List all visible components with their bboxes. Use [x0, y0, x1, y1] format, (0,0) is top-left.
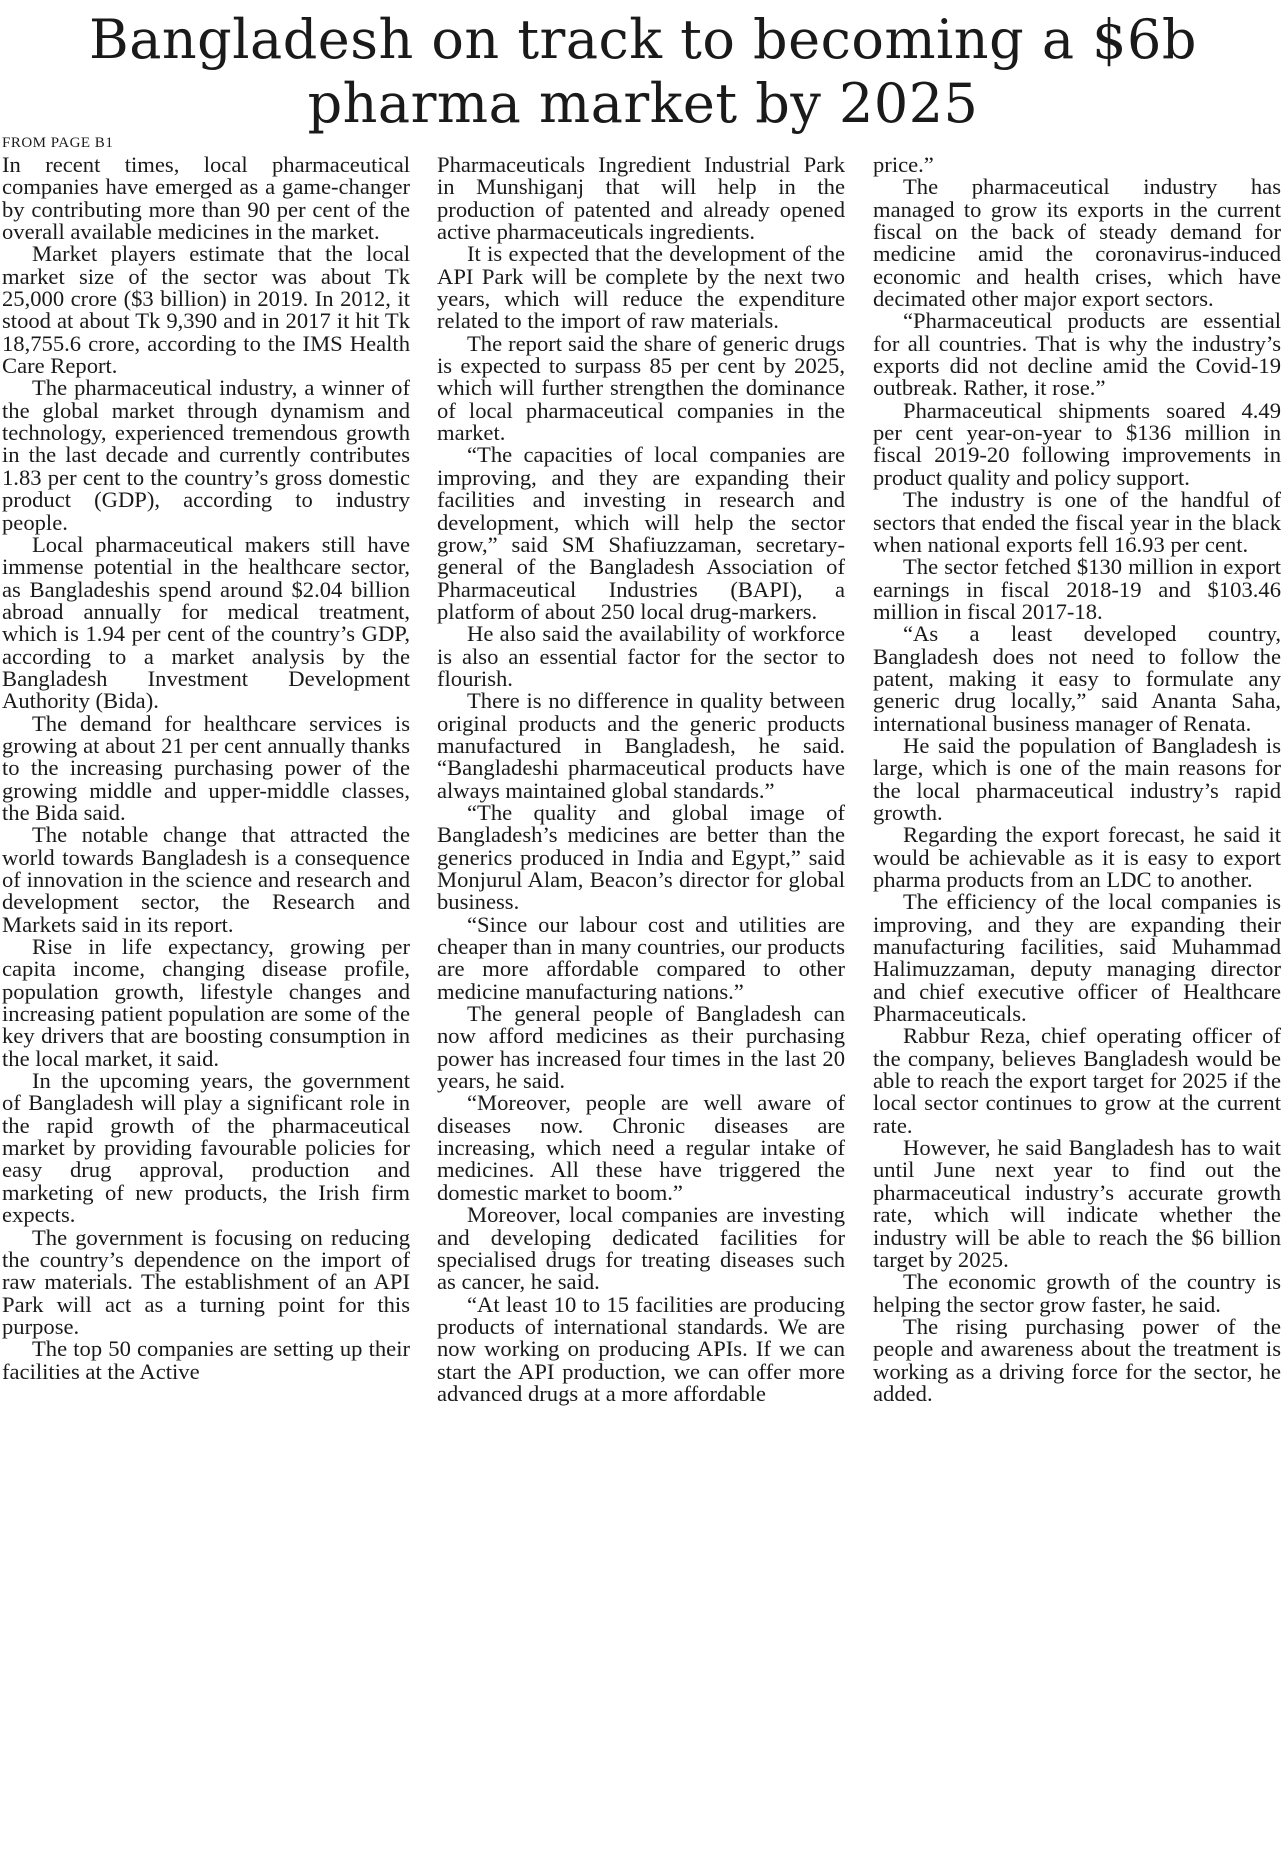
paragraph: Rise in life expectancy, growing per capita income, changing disease profile, population growth, lifestyle changes and increasing patient population are some of the key drivers that are boosting consumption in the local market, it said. — [2, 934, 410, 1071]
paragraph: He said the population of Bangladesh is large, which is one of the main reasons for the local pharmaceutical industry’s rapid growth. — [873, 732, 1281, 825]
paragraph: However, he said Bangladesh has to wait until June next year to find out the pharmaceutical industry’s accurate growth rate, which will indicate whether the industry will be able to reach the $6 billion target by 2025. — [873, 1135, 1281, 1272]
article-column-3 — [873, 154, 1281, 1405]
paragraph: The industry is one of the handful of sectors that ended the fiscal year in the black when national exports fell 16.93 per cent. — [873, 487, 1281, 557]
paragraph: “Moreover, people are well aware of diseases now. Chronic diseases are increasing, which need a regular intake of medicines. All these have triggered the domestic market to boom.” — [437, 1090, 845, 1205]
paragraph: “The quality and global image of Bangladesh’s medicines are better than the generics produced in India and Egypt,” said Monjurul Alam, Beacon’s director for global business. — [437, 799, 845, 915]
paragraph: Market players estimate that the local market size of the sector was about Tk 25,000 crore ($3 billion) in 2019. In 2012, it stood at about Tk 9,390 and in 2017 it hit Tk 18,755.6 crore, according to the IMS Health Care Report. — [2, 241, 410, 379]
paragraph: The top 50 companies are setting up their facilities at the Active — [2, 1336, 410, 1384]
paragraph: Regarding the export forecast, he said it would be achievable as it is easy to export pharma products from an LDC to another. — [873, 822, 1281, 892]
paragraph: The rising purchasing power of the people and awareness about the treatment is working as a driving force for the sector, he added. — [873, 1313, 1281, 1406]
paragraph: The demand for healthcare services is growing at about 21 per cent annually thanks to the increasing purchasing power of the growing middle and upper-middle classes, the Bida said. — [2, 710, 410, 825]
paragraph: The economic growth of the country is helping the sector grow faster, he said. — [873, 1269, 1281, 1317]
paragraph: “The capacities of local companies are improving, and they are expanding their facilities and investing in research and development, which will help the sector grow,” said SM Shafiuzzaman, secretary-general of the Bangladesh Association of Pharmaceutical Industries (BAPI), a platform of about 250 local drug-markers. — [437, 442, 845, 624]
article-column-2 — [437, 154, 845, 1405]
paragraph: Pharmaceuticals Ingredient Industrial Park in Munshiganj that will help in the production of patented and already opened active pharmaceuticals ingredients. — [437, 152, 845, 245]
paragraph: In the upcoming years, the government of Bangladesh will play a significant role in the rapid growth of the pharmaceutical market by providing favourable policies for easy drug approval, production and marketing of new products, the Irish firm expects. — [2, 1068, 410, 1228]
paragraph: “As a least developed country, Bangladesh does not need to follow the patent, making it easy to formulate any generic drug locally,” said Ananta Saha, international business manager of Renata. — [873, 621, 1281, 736]
paragraph: The report said the share of generic drugs is expected to surpass 85 per cent by 2025, which will further strengthen the dominance of local pharmaceutical companies in the market. — [437, 330, 845, 446]
paragraph: He also said the availability of workforce is also an essential factor for the sector to flourish. — [437, 621, 845, 691]
paragraph: The efficiency of the local companies is improving, and they are expanding their manufacturing facilities, said Muhammad Halimuzzaman, deputy managing director and chief executive officer of Healthcare Pharmaceuticals. — [873, 889, 1281, 1027]
paragraph: The government is focusing on reducing the country’s dependence on the import of raw materials. The establishment of an API Park will act as a turning point for this purpose. — [2, 1224, 410, 1339]
paragraph: price.” — [873, 152, 934, 177]
paragraph: “Pharmaceutical products are essential for all countries. That is why the industry’s exports did not decline amid the Covid-19 outbreak. Rather, it rose.” — [873, 308, 1281, 401]
continued-from-label: FROM PAGE B1 — [2, 135, 114, 151]
paragraph: In recent times, local pharmaceutical companies have emerged as a game-changer by contributing more than 90 per cent of the overall available medicines in the market. — [2, 152, 410, 245]
paragraph: The pharmaceutical industry has managed to grow its exports in the current fiscal on the back of steady demand for medicine amid the coronavirus-induced economic and health crises, which have decimated other major export sectors. — [873, 174, 1281, 312]
headline-line-2: pharma market by 2025 — [307, 72, 979, 135]
paragraph: Pharmaceutical shipments soared 4.49 per cent year-on-year to $136 million in fiscal 2019-20 following improvements in product quality and policy support. — [873, 397, 1281, 490]
paragraph: “Since our labour cost and utilities are cheaper than in many countries, our products are more affordable compared to other medicine manufacturing nations.” — [437, 911, 845, 1004]
article-headline — [0, 8, 1286, 136]
paragraph: Local pharmaceutical makers still have immense potential in the healthcare sector, as Bangladeshis spend around $2.04 billion abroad annually for medical treatment, which is 1.94 per cent of the country’s GDP, according to a market analysis by the Bangladesh Investment Development Authority (Bida). — [2, 531, 410, 714]
paragraph: It is expected that the development of the API Park will be complete by the next two years, which will reduce the expenditure related to the import of raw materials. — [437, 241, 845, 334]
article-column-1 — [2, 154, 410, 1383]
headline-line-1: Bangladesh on track to becoming a $6b — [89, 8, 1197, 71]
paragraph: There is no difference in quality between original products and the generic products manufactured in Bangladesh, he said. “Bangladeshi pharmaceutical products have always maintained global standards.” — [437, 688, 845, 803]
paragraph: Moreover, local companies are investing and developing dedicated facilities for specialised drugs for treating diseases such as cancer, he said. — [437, 1202, 845, 1295]
paragraph: “At least 10 to 15 facilities are producing products of international standards. We are now working on producing APIs. If we can start the API production, we can offer more advanced drugs at a more affordable — [437, 1291, 845, 1406]
paragraph: Rabbur Reza, chief operating officer of the company, believes Bangladesh would be able to reach the export target for 2025 if the local sector continues to grow at the current rate. — [873, 1023, 1281, 1138]
paragraph: The sector fetched $130 million in export earnings in fiscal 2018-19 and $103.46 million in fiscal 2017-18. — [873, 554, 1281, 624]
paragraph: The notable change that attracted the world towards Bangladesh is a consequence of innovation in the science and research and development sector, the Research and Markets said in its report. — [2, 822, 410, 937]
paragraph: The general people of Bangladesh can now afford medicines as their purchasing power has increased four times in the last 20 years, he said. — [437, 1001, 845, 1094]
paragraph: The pharmaceutical industry, a winner of the global market through dynamism and technology, experienced tremendous growth in the last decade and currently contributes 1.83 per cent to the country’s gross domestic product (GDP), according to industry people. — [2, 375, 410, 535]
